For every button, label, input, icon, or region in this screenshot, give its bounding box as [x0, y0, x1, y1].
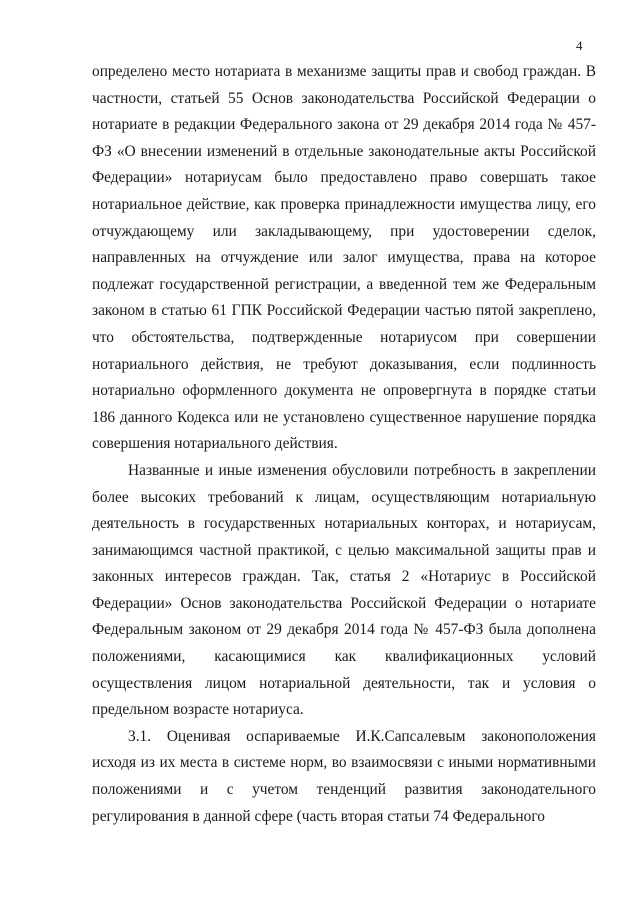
paragraph-continuation: определено место нотариата в механизме защиты прав и свобод граждан. В частности, статьей 55 Основ законодательства Российской Федерации о нотариате в редакции Федерального закона от 29 декабря 2014 года № 457-ФЗ «О внесении изменений в отдельные законодательные акты Российской Федерации» нотариусам было предоставлено право совершать такое нотариальное действие, как проверка принадлежности имущества лицу, его отчуждающему или закладывающему, при удостоверении сделок, направленных на отчуждение или залог имущества, права на которое подлежат государственной регистрации, а введенной тем же Федеральным законом в статью 61 ГПК Российской Федерации частью пятой закреплено, что обстоятельства, подтвержденные нотариусом при совершении нотариального действия, не требуют доказывания, если подлинность нотариально оформленного документа не опровергнута в порядке статьи 186 данного Кодекса или не установлено существенное нарушение порядка совершения нотариального действия. — [92, 63, 596, 453]
paragraph-requirements: Названные и иные изменения обусловили потребность в закреплении более высоких требований к лицам, осуществляющим нотариальную деятельность в государственных нотариальных конторах, и нотариусам, занимающимся частной практикой, с целью максимальной защиты прав и законных интересов граждан. Так, статья 2 «Нотариус в Российской Федерации» Основ законодательства Российской Федерации о нотариате Федеральным законом от 29 декабря 2014 года № 457-ФЗ была дополнена положениями, касающимися как квалификационных условий осуществления лицом нотариальной деятельности, так и условия о предельном возрасте нотариуса. — [92, 461, 596, 719]
page-number: 4 — [576, 38, 583, 53]
document-body — [92, 59, 596, 830]
paragraph-3-1: 3.1. Оценивая оспариваемые И.К.Сапсалевым законоположения исходя из их места в системе норм, во взаимосвязи с иными нормативными положениями и с учетом тенденций развития законодательного регулирования в данной сфере (часть вторая статьи 74 Федерального — [92, 727, 596, 825]
